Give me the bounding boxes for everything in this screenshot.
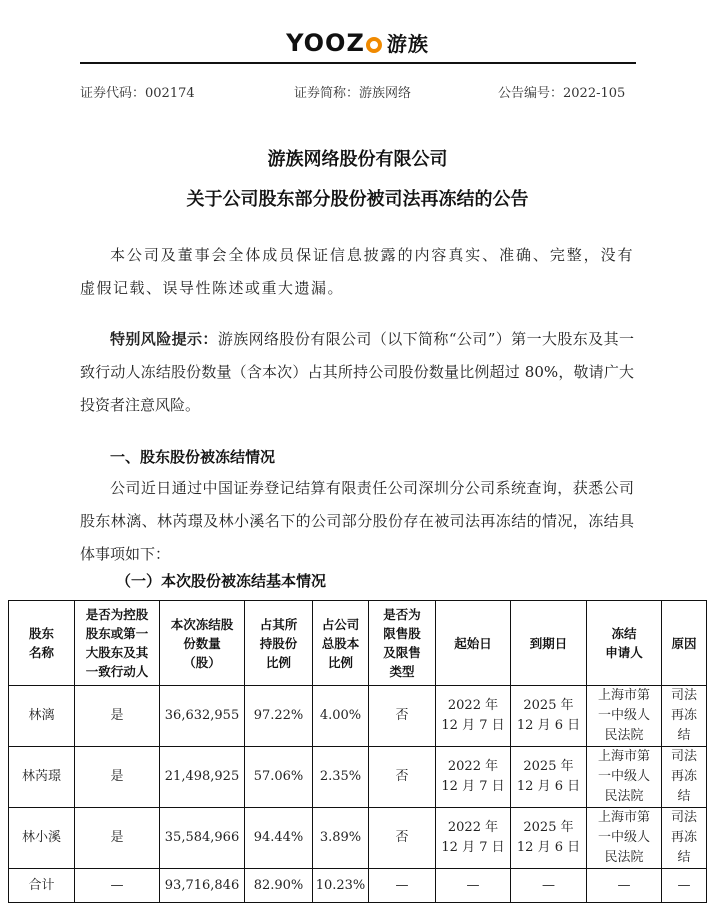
cell-pct-total: 10.23% (313, 869, 369, 903)
cell-pct-held: 82.90% (245, 869, 313, 903)
cell-restricted-type: 否 (369, 747, 436, 808)
cell-restricted-type: 否 (369, 686, 436, 747)
cell-pct-held: 57.06% (245, 747, 313, 808)
cell-pct-total: 2.35% (313, 747, 369, 808)
company-logo (0, 28, 715, 57)
risk-paragraph (80, 323, 634, 422)
cell-reason: 司法 再冻 结 (662, 747, 707, 808)
header-pct-held: 占其所 持股份 比例 (245, 601, 313, 686)
header-shareholder-name: 股东 名称 (9, 601, 75, 686)
cell-applicant: 上海市第 一中级人 民法院 (587, 686, 662, 747)
header-reason: 原因 (662, 601, 707, 686)
freeze-table (8, 600, 707, 903)
cell-shareholder-name: 林漓 (9, 686, 75, 747)
logo-cn: 游族 (386, 32, 429, 56)
logo-ring-icon (366, 37, 382, 53)
cell-frozen-shares: 35,584,966 (160, 808, 245, 869)
header-start-date: 起始日 (436, 601, 511, 686)
cell-controlling-flag: 是 (75, 808, 160, 869)
cell-shareholder-name: 合计 (9, 869, 75, 903)
logo-text: YOOZ (286, 29, 365, 57)
cell-restricted-type: 否 (369, 808, 436, 869)
cell-pct-total: 4.00% (313, 686, 369, 747)
stock-code: 证券代码：002174 (80, 86, 195, 101)
risk-text: 游族网络股份有限公司（以下简称“公司”）第一大股东及其一致行动人冻结股份数量（含本次）占其所持公司股份数量比例超过 80%，敬请广大投资者注意风险。 (80, 330, 634, 414)
table-row (9, 686, 707, 747)
notice-number: 公告编号：2022-105 (498, 86, 626, 101)
statement-paragraph: 本公司及董事会全体成员保证信息披露的内容真实、准确、完整，没有虚假记载、误导性陈述或重大遗漏。 (80, 246, 634, 297)
cell-start-date: — (436, 869, 511, 903)
header-frozen-shares: 本次冻结股 份数量 （股） (160, 601, 245, 686)
header-end-date: 到期日 (511, 601, 587, 686)
cell-start-date: 2022 年 12 月 7 日 (436, 686, 511, 747)
cell-start-date: 2022 年 12 月 7 日 (436, 808, 511, 869)
cell-pct-held: 97.22% (245, 686, 313, 747)
cell-applicant: 上海市第 一中级人 民法院 (587, 747, 662, 808)
cell-end-date: 2025 年 12 月 6 日 (511, 808, 587, 869)
section1-heading: 一、股东股份被冻结情况 (110, 448, 276, 466)
stock-short-name: 证券简称：游族网络 (294, 86, 412, 101)
table-header-row (9, 601, 707, 686)
table-total-row (9, 869, 707, 903)
header-controlling-flag: 是否为控股 股东或第一 大股东及其 一致行动人 (75, 601, 160, 686)
cell-controlling-flag: 是 (75, 747, 160, 808)
cell-end-date: 2025 年 12 月 6 日 (511, 686, 587, 747)
section1-body: 公司近日通过中国证券登记结算有限责任公司深圳分公司系统查询，获悉公司股东林漓、林芮璟及林小溪名下的公司部分股份存在被司法再冻结的情况，冻结具体事项如下： (80, 479, 634, 563)
cell-frozen-shares: 21,498,925 (160, 747, 245, 808)
cell-start-date: 2022 年 12 月 7 日 (436, 747, 511, 808)
risk-label: 特别风险提示： (110, 330, 218, 348)
table-row (9, 747, 707, 808)
header-restricted-type: 是否为 限售股 及限售 类型 (369, 601, 436, 686)
header-pct-total: 占公司 总股本 比例 (313, 601, 369, 686)
cell-end-date: 2025 年 12 月 6 日 (511, 747, 587, 808)
cell-pct-total: 3.89% (313, 808, 369, 869)
cell-controlling-flag: — (75, 869, 160, 903)
cell-frozen-shares: 36,632,955 (160, 686, 245, 747)
cell-reason: 司法 再冻 结 (662, 686, 707, 747)
cell-applicant: 上海市第 一中级人 民法院 (587, 808, 662, 869)
cell-applicant: — (587, 869, 662, 903)
cell-reason: 司法 再冻 结 (662, 808, 707, 869)
cell-restricted-type: — (369, 869, 436, 903)
cell-pct-held: 94.44% (245, 808, 313, 869)
section1-subheading: （一）本次股份被冻结基本情况 (116, 572, 327, 590)
header-applicant: 冻结 申请人 (587, 601, 662, 686)
company-title: 游族网络股份有限公司 (267, 149, 448, 170)
cell-shareholder-name: 林小溪 (9, 808, 75, 869)
cell-controlling-flag: 是 (75, 686, 160, 747)
announcement-title: 关于公司股东部分股份被司法再冻结的公告 (186, 189, 529, 210)
table-row (9, 808, 707, 869)
header-rule (80, 62, 636, 64)
cell-shareholder-name: 林芮璟 (9, 747, 75, 808)
cell-frozen-shares: 93,716,846 (160, 869, 245, 903)
cell-end-date: — (511, 869, 587, 903)
cell-reason: — (662, 869, 707, 903)
